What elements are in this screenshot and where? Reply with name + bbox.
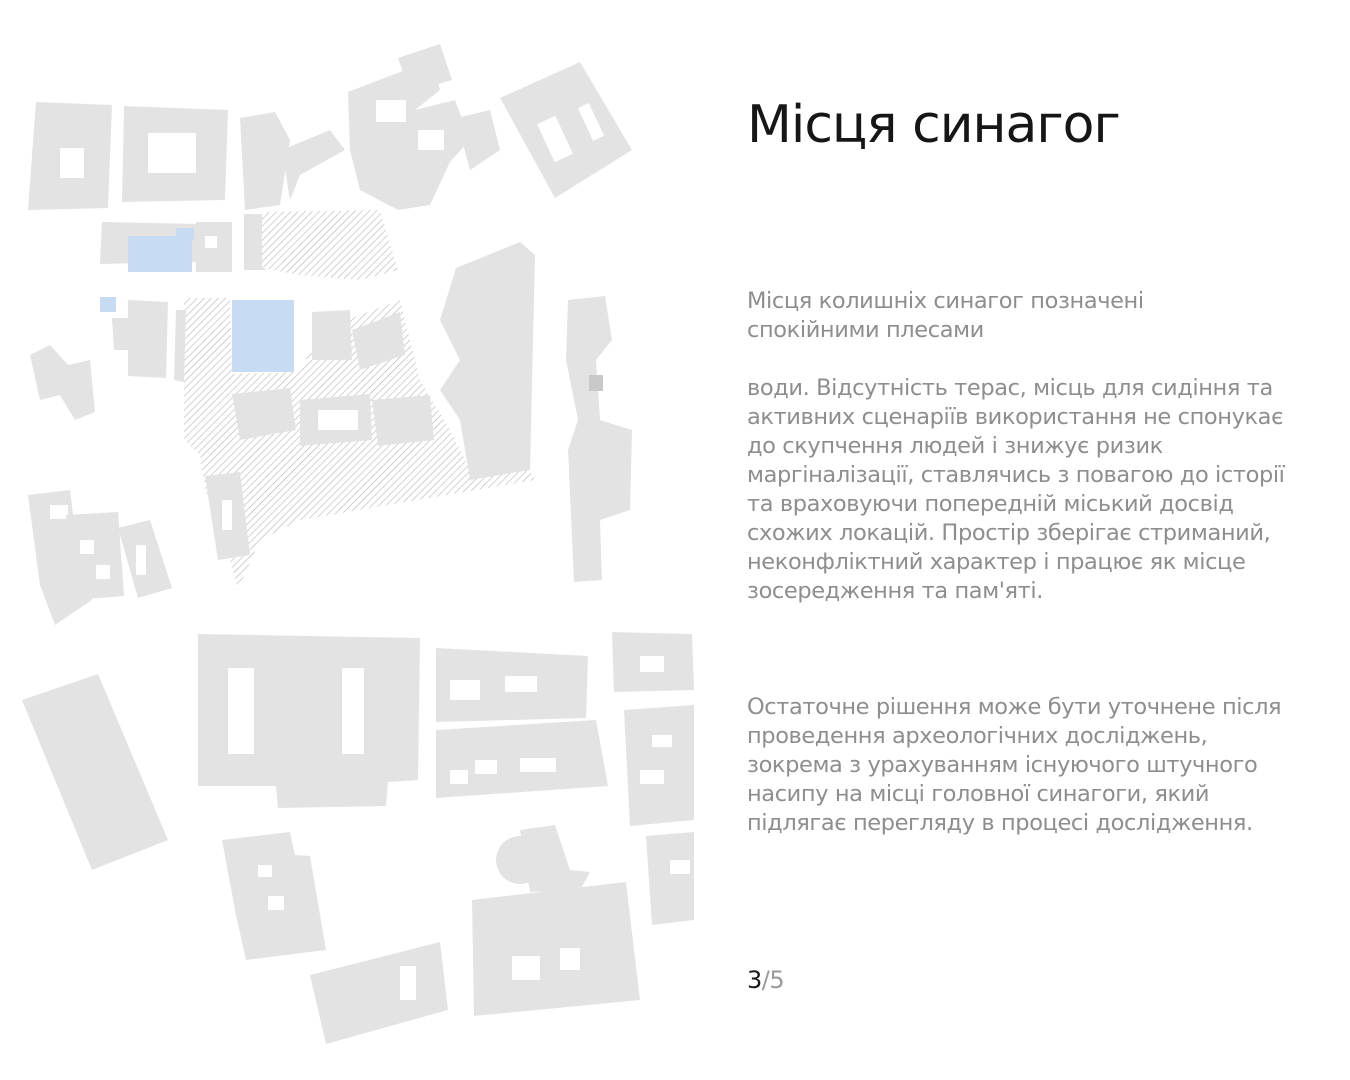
total-pages-number: 5 [769,966,785,994]
paragraph-description: води. Відсутність терас, місць для сидіння та активних сценаріїв використання не спонукає до скупчення людей і знижує ризик маргіналізації, ставлячись з повагою до історії та враховуючи попередній міський досвід схожих локацій. Простір зберігає стриманий, неконфліктний характер і працює як місце зосередження та пам'яті. [747,375,1285,604]
building-block-top-center [348,44,632,210]
paragraph-note: Остаточне рішення може бути уточнене після проведення археологічних досліджень, зокрема з урахуванням існуючого штучного насипу на місці головної синагоги, який підлягає перегляду в процесі дослідження. [747,694,1282,836]
building-block-left-middle [28,490,172,625]
paragraph-intro: Місця колишніх синагог позначені спокійними плесами [747,288,1144,343]
page-title: Місця синагог [747,95,1120,155]
building-block-bottom-right [612,632,694,925]
building-block-bottom-center [436,648,640,1016]
building-block-right-tall [440,242,632,582]
page-separator: / [761,966,770,994]
building-block-bottom-left [22,634,448,1044]
page-indicator [747,966,784,994]
current-page-number: 3 [747,966,762,994]
